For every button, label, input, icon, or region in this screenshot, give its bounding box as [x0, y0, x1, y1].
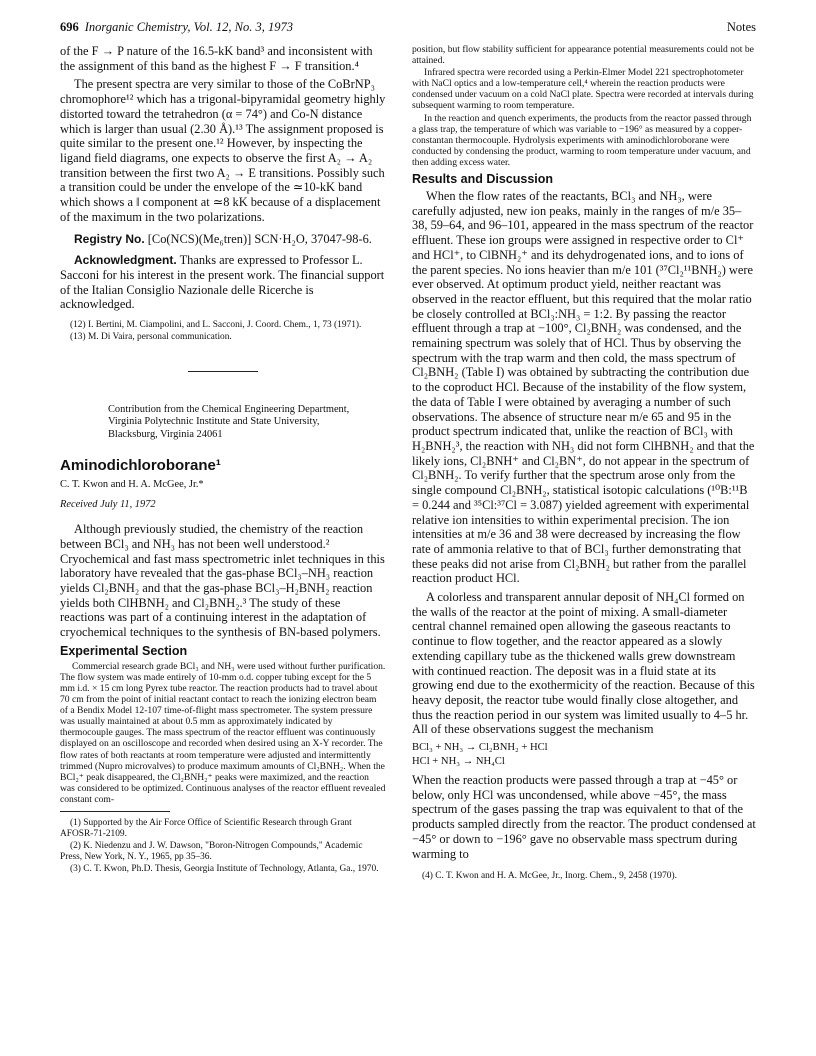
acknowledgment: [60, 253, 386, 312]
reaction-equation: HCl + NH₃ → NH₄Cl: [412, 756, 505, 768]
experimental-paragraph: position, but flow stability sufficient for appearance potential measurements could not be attained.: [412, 44, 754, 67]
intro-paragraph: The present spectra are very similar to those of the CoBrNP₃ chromophore¹² which has a trigonal-bipyramidal geometry highly distorted toward the tetrahedron (α = 74°) and Co-N distance which is larger than usual (2.30 Å).¹³ The assignment proposed is quite similar to the present one.¹² However, by inspecting the ligand field diagrams, one expects to observe the first A₂ → A₂ transition between the first two A₂ → E transitions. Possibly such a transition could be under the envelope of the ≃10-kK band which shows a ‖ component at ≃8 kK because of a displacement of the maximum in the two polarizations.: [60, 77, 386, 224]
registry-label: Registry No.: [74, 232, 145, 247]
article-title: Aminodichloroborane¹: [60, 457, 221, 475]
results-paragraph: When the reaction products were passed through a trap at −45° or below, only HCl was uncondensed, while above −45°, the mass spectrum of the gases passing the trap was equivalent to that of the products sampled directly from the reactor. The product condensed at −45° or down to −196° gave no observable mass spectrum during warming to: [412, 773, 756, 861]
registry-text: [Co(NCS)(Me₆tren)] SCN·H₂O, 37047-98-6.: [147, 232, 372, 247]
intro-paragraph: of the F → P nature of the 16.5-kK band³ and inconsistent with the assignment of this band as the highest F → F transition.⁴: [60, 44, 373, 73]
footnote: (1) Supported by the Air Force Office of Scientific Research through Grant AFOSR-71-2109.: [60, 818, 352, 840]
experimental-heading: Experimental Section: [60, 643, 188, 658]
page-number: 696: [60, 20, 79, 34]
results-paragraph: A colorless and transparent annular deposit of NH₄Cl formed on the walls of the reactor at the point of mixing. A small-diameter central channel remained open allowing the gaseous reactants to continue to flow together, and the reactor appeared as a slowly extending capillary tube as the thickened walls grew downstream with continued reaction. The deposit was in a fluid state at its growing end due to the exothermicity of the reaction. Because of this heavy deposit, the reactor tube would finally close altogether, and thus the reaction period in our system was limited usually to 4–5 hr. All of these observations suggest the mechanism: [412, 590, 755, 737]
registry-numbers: [60, 232, 386, 247]
experimental-paragraph: Infrared spectra were recorded using a Perkin-Elmer Model 221 spectrophotometer with NaCl optics and a low-temperature cell,⁴ wherein the reaction products were condensed under vacuum on a cold NaCl plate. Spectra were recorded at intervals during subsequent warming to room temperature.: [412, 67, 754, 112]
contribution-line-2: Virginia Polytechnic Institute and State University,: [108, 416, 320, 428]
article-paragraph: Although previously studied, the chemistry of the reaction between BCl₃ and NH₃ has not been well understood.² Cryochemical and fast mass spectrometric inlet techniques in this laboratory have revealed that the gas-phase BCl₃–NH₃ reaction yields Cl₂BNH₂ and that the gas-phase BCl₃–H₂BNH₂ reaction yields both ClHBNH₂ and Cl₂BNH₂.³ The study of these reactions was part of a continuing interest in the adaptation of cryochemical techniques to the synthesis of BN-based polymers.: [60, 522, 385, 640]
contribution-line-1: Contribution from the Chemical Engineering Department,: [108, 403, 350, 415]
ack-label: Acknowledgment.: [74, 253, 177, 268]
footnote: (13) M. Di Vaira, personal communication.: [70, 331, 232, 342]
results-heading: Results and Discussion: [412, 172, 554, 187]
results-paragraph: When the flow rates of the reactants, BCl₃ and NH₃, were carefully adjusted, new ion peaks, mainly in the ranges of m/e 35–38, 59–64, and 96–101, appeared in the mass spectrum of the reactor effluent. These ion groups were assigned in respective order to Cl⁺ and HCl⁺, to ClBNH₂⁺ and its dehydrogenated ions, and to ions of the parent species. No ions heavier than m/e 101 (³⁷Cl₂¹¹BNH₂) were ever observed. At optimum product yield, neither reactant was observed in the reactor effluent, but this required that the molar ratio be closely controlled at BCl₃:NH₃ = 1:2. By passing the reactor effluent through a trap at −100°, Cl₂BNH₂ was condensed, and the remaining spectrum was solely that of HCl. Thus by observing the spectrum with the trap warm and then cold, the mass spectrum of Cl₂BNH₂ (Table I) was obtained by subtracting the contribution due to the coproduct HCl. Because of the instability of the flow system, the data of Table I were obtained by averaging a number of such observations. The absence of structure near m/e 65 and 95 in the product spectrum indicated that, unlike the reaction of BCl₃ with H₂BNH₂³, the reaction with NH₃ did not form ClHBNH₂ and that the likely ions, Cl₂BNH⁺ and Cl₂BN⁺, do not appear in the spectrum of Cl₂BNH₂. To verify further that the spectrum arose only from the single compound Cl₂BNH₂, statistical isotopic calculations (¹⁰B:¹¹B = 0.244 and ³⁵Cl:³⁷Cl = 3.087) yielded agreement with experimental relative ion intensities to within experimental precision. The ion intensities at m/e 36 and 38 were decreased by increasing the flow rate of ammonia relative to that of BCl₃ further demonstrating that these peaks did not arise from Cl₂BNH₂ but rather from the parallel reaction product HCl.: [412, 189, 755, 586]
left-column: [60, 44, 386, 876]
footnote-rule: [60, 811, 170, 812]
footnote-block: [412, 871, 756, 882]
experimental-paragraph: Commercial research grade BCl₃ and NH₃ were used without further purification. The flow system was made entirely of 10-mm o.d. copper tubing except for the 5 mm i.d. × 15 cm long Pyrex tube reactor. The reaction products had to travel about 70 cm from the point of initial reactant contact to reach the ionizing electron beam of a Bendix Model 12-107 time-of-flight mass spectrometer. The system pressure was usually maintained at about 0.5 mm as approximately indicated by thermocouple gauges. The mass spectrum of the reactor effluent was continuously displayed on an oscilloscope and recorded when desired using an X-Y recorder. The flow rates of both reactants at room temperature were adjusted and intermittently trimmed (Nupro microvalves) to produce maximum amounts of Cl₂BNH₂. When the BCl₂⁺ peak disappeared, the Cl₂BNH₂⁺ peaks were maximized, and the reaction was considered to be optimized. Continuous analyses of the reactor effluent revealed constant com-: [60, 660, 386, 805]
article-authors: C. T. Kwon and H. A. McGee, Jr.*: [60, 479, 204, 491]
contribution-line: [108, 404, 386, 441]
section-divider: [188, 371, 258, 372]
section-label: Notes: [726, 20, 756, 34]
footnote: (4) C. T. Kwon and H. A. McGee, Jr., Inorg. Chem., 9, 2458 (1970).: [422, 871, 677, 882]
footnote: (2) K. Niedenzu and J. W. Dawson, "Boron-Nitrogen Compounds," Academic Press, New York, N. Y., 1965, pp 35–36.: [60, 841, 363, 863]
journal-citation: Inorganic Chemistry, Vol. 12, No. 3, 1973: [84, 20, 293, 34]
experimental-paragraph: In the reaction and quench experiments, the products from the reactor passed through a glass trap, the temperature of which was variable to −196° as measured by a copper-constantan thermocouple. Hydrolysis experiments with aminodichloroborane were conducted by condensing the product, warming to room temperature under vacuum, and then adding excess water.: [412, 112, 752, 168]
reaction-equation: BCl₃ + NH₃ → Cl₂BNH₂ + HCl: [412, 742, 548, 754]
running-header: [60, 20, 756, 38]
right-column: [412, 44, 756, 883]
reaction-mechanism: [412, 741, 756, 769]
contribution-line-3: Blacksburg, Virginia 24061: [108, 428, 223, 440]
footnote: (3) C. T. Kwon, Ph.D. Thesis, Georgia Institute of Technology, Atlanta, Ga., 1970.: [70, 864, 379, 875]
footnote: (12) I. Bertini, M. Ciampolini, and L. Sacconi, J. Coord. Chem., 1, 73 (1971).: [70, 319, 362, 330]
ack-text: Thanks are expressed to Professor L. Sacconi for his interest in the present work. The financial support of the Italian Consiglio Nazionale delle Ricerche is acknowledged.: [60, 253, 385, 312]
received-date: Received July 11, 1972: [60, 499, 156, 511]
